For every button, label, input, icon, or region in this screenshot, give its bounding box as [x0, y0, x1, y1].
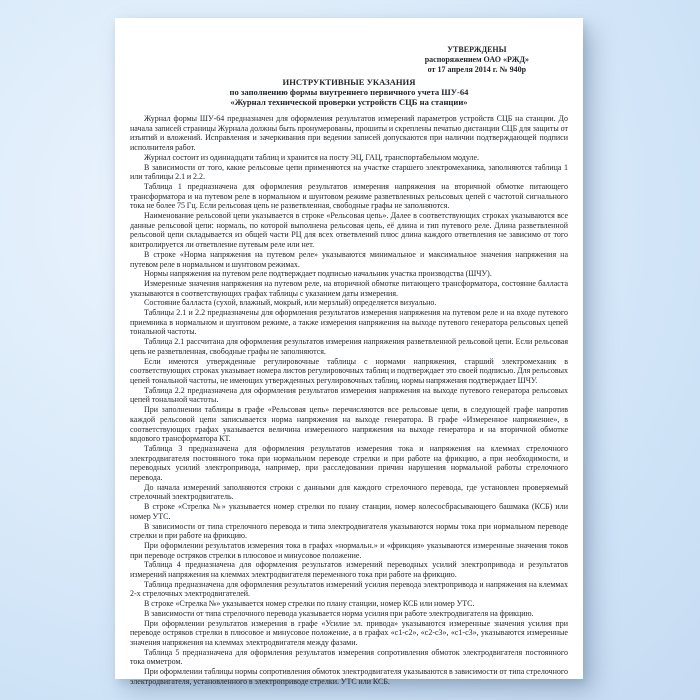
paragraph: Если имеются утвержденные регулировочные таблицы с нормами напряжения, старший электромеханик в соответствующих строках указывает номера листов регулировочных таблиц и подтверждает это своей подписью. Для рельсовых цепей тональной частоты, не имеющих утвержденных регулировочных таблиц, нормы напряжения подтверждает ШЧУ. — [130, 356, 568, 385]
paragraph: В строке «Стрелка №» указывается номер стрелки по плану станции, номер КСБ или номер УТС. — [144, 599, 475, 609]
approval-line: распоряжением ОАО «РЖД» — [424, 54, 529, 64]
paragraph: Таблица 5 предназначена для оформления результатов измерения сопротивления обмоток электродвигателя постоянного тока омметром. — [130, 647, 568, 667]
approval-line: УТВЕРЖДЕНЫ — [447, 45, 507, 54]
paragraph: Таблица 1 предназначена для оформления результатов измерения напряжения на вторичной обмотке питающего трансформатора и на путевом реле в нормальном и шунтовом режиме разветвленных рельсовых цепей с частотой сигнального тока не более 75 Гц. Если рельсовая цепь не разветвленная, свободные графы не заполняются. — [130, 181, 568, 211]
paragraph: При заполнении таблицы в графе «Рельсовая цепь» перечисляются все рельсовые цепи, в следующей графе напротив каждой рельсовой цепи записывается норма напряжения на выходе генератора. В графе «Измеренное напряжение», в соответствующих графах указывается величина измеренного напряжения на выходе генератора и на вторичной обмотке кодового трансформатора КТ. — [130, 405, 568, 444]
paragraph: Таблица 4 предназначена для оформления результатов измерений переводных усилий электропривода и результатов измерений напряжения на клеммах электродвигателя переменного тока при работе на фрикцию. — [130, 560, 568, 580]
paragraph: Таблица 2.1 рассчитана для оформления результатов измерения напряжения разветвленной рельсовой цепи. Если рельсовая цепь не разветвленная, свободные графы не заполняются. — [130, 337, 568, 356]
paragraph: При оформлении таблицы нормы сопротивления обмоток электродвигателя указываются в зависимости от типа стрелочного электродвигателя, установленного в электроприводе стрелки. УТС или КСБ. — [130, 667, 568, 686]
paragraph: Таблица 2.2 предназначена для оформления результатов измерения напряжения на выходе путевого генератора рельсовых цепей тональной частоты. — [130, 385, 568, 405]
paragraph: Нормы напряжения на путевом реле подтверждает подписью начальник участка производства (ШЧУ). — [144, 269, 492, 279]
title-line: «Журнал технической проверки устройств СЦБ на станции» — [230, 97, 468, 107]
document-page — [115, 18, 583, 686]
paragraph: В строке «Норма напряжения на путевом реле» указываются минимальное и максимальное значения напряжения на путевом реле в нормальном и шунтовом режимах. — [130, 249, 568, 269]
paragraph: Наименование рельсовой цепи указывается в строке «Рельсовая цепь». Далее в соответствующих строках указываются все данные рельсовой цепи: нормаль, по которой выполнена рельсовая цепь, её длина и тип путевого реле. Длина разветвленной рельсовой цепи складывается из общей части РЦ для всех ответвлений плюс длина каждого ответвления не зависимо от того контролируется ли ответвление путевым реле или нет. — [130, 211, 568, 250]
approval-line: от 17 апреля 2014 г. № 940р — [427, 64, 527, 74]
paragraph: Таблицы 2.1 и 2.2 предназначены для оформления результатов измерения напряжения на путевом реле и на входе путевого приемника в нормальном и шунтовом режиме, а также измерения напряжения на выходе путевого генератора рельсовых цепей тональной частоты. — [130, 308, 568, 337]
paragraph: Таблица 3 предназначена для оформления результатов измерения тока и напряжения на клеммах стрелочного электродвигателя постоянного тока при нормальном переводе стрелки и при работе на фрикцию, а при необходимости, и переводных усилий электропривода, например, при расследовании причин нарушения нормальной работы стрелочного перевода. — [130, 443, 568, 483]
approval-stamp — [425, 45, 529, 74]
paragraph: При оформлении результатов измерения в графе «Усилие эл. привода» указываются измеренные значения усилия при переводе остряков стрелки в плюсовое и минусовое положение, а в графах «с1-с2», «с2-с3», «с1-с3», указываются измеренные значения напряжения на клеммах электродвигателя между фазами. — [130, 618, 568, 647]
paragraph: В зависимости от типа стрелочного перевода и типа электродвигателя указываются нормы тока при нормальном переводе стрелки и при работе на фрикцию. — [130, 521, 568, 541]
paragraph: До начала измерений заполняются строки с данными для каждого стрелочного перевода, где установлен проверяемый стрелочный электродвигатель. — [130, 482, 568, 502]
paragraph: В зависимости от типа стрелочного перевода указывается норма усилия при работе электродвигателя на фрикцию. — [144, 608, 534, 618]
document-title — [130, 77, 568, 107]
title-line: ИНСТРУКТИВНЫЕ УКАЗАНИЯ — [282, 77, 416, 87]
paragraph: Журнал состоит из одиннадцати таблиц и хранится на посту ЭЦ, ГАЦ, транспортабельном модуле. — [144, 152, 480, 162]
title-line: по заполнению формы внутреннего первичного учета ШУ-64 — [229, 87, 469, 97]
paragraph: Состояние балласта (сухой, влажный, мокрый, или мерзлый) определяется визуально. — [144, 298, 437, 308]
document-body — [130, 114, 568, 686]
paragraph: При оформлении результатов измерения тока в графах «нормальн.» и «фрикция» указываются измеренные значения токов при переводе остряков стрелки в плюсовое и минусовое положение. — [130, 540, 568, 560]
paragraph: В зависимости от того, какие рельсовые цепи применяются на участке старшего электромеханика, заполняются таблица 1 или таблицы 2.1 и 2.2. — [130, 162, 568, 182]
paragraph: В строке «Стрелка №» указывается номер стрелки по плану станции, номер колесосбрасывающего башмака (КСБ) или номер УТС. — [130, 502, 568, 521]
paragraph: Таблица предназначена для оформления результатов измерений усилия перевода электропривода и напряжения на клеммах 2-х стрелочных электродвигателей. — [130, 579, 568, 599]
paragraph: Журнал формы ШУ-64 предназначен для оформления результатов измерений параметров устройств СЦБ на станции. До начала записей страницы Журнала должны быть пронумерованы, прошиты и скреплены печатью дистанции СЦБ для защиты от изъятий и вложений. Исправления и зачеркивания при ведении записей допускаются при наличии подтверждающей подписи исполнителя работ. — [130, 114, 568, 153]
paragraph: Измеренные значения напряжения на путевом реле, на вторичной обмотке питающего трансформатора, состояние балласта указываются в соответствующих графах таблицы с указанием даты измерения. — [130, 278, 568, 298]
